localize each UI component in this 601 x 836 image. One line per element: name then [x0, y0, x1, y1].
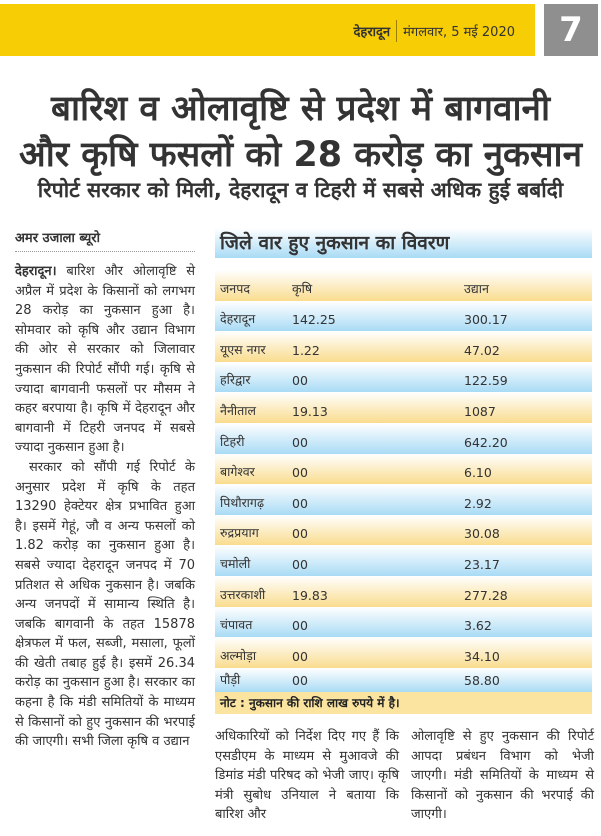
- table-row: [215, 576, 592, 607]
- horticulture-value: 300.17: [464, 312, 508, 328]
- table-row: [215, 484, 592, 515]
- horticulture-value: 34.10: [464, 648, 500, 664]
- column-header: उद्यान: [464, 280, 489, 296]
- article-column-3: [411, 727, 594, 825]
- district-cell: नैनीताल: [220, 402, 256, 418]
- agriculture-value: 00: [292, 648, 308, 664]
- byline: अमर उजाला ब्यूरो: [15, 231, 100, 246]
- district-cell: टिहरी: [220, 433, 245, 449]
- divider: [396, 20, 397, 42]
- district-cell: चमोली: [220, 555, 251, 571]
- district-cell: पौड़ी: [220, 671, 241, 687]
- agriculture-value: 142.25: [292, 312, 336, 328]
- table-row: [215, 545, 592, 576]
- headline-line-1: बारिश व ओलावृष्टि से प्रदेश में बागवानी: [50, 89, 551, 129]
- agriculture-value: 1.22: [292, 342, 320, 358]
- horticulture-value: 2.92: [464, 495, 492, 511]
- district-cell: बागेश्वर: [220, 464, 255, 480]
- horticulture-value: 642.20: [464, 434, 508, 450]
- header-city: देहरादून: [353, 25, 391, 40]
- horticulture-value: 122.59: [464, 373, 508, 389]
- table-row: [215, 607, 592, 638]
- agriculture-value: 00: [292, 373, 308, 389]
- article-paragraph: अधिकारियों को निर्देश दिए गए हैं कि एसडीएम के माध्यम से मुआवजे की डिमांड मंडी परिषद को भेजी जाए। कृषि मंत्री सुबोध उनियाल ने बताया कि बारिश और: [215, 729, 399, 823]
- column-header: कृषि: [292, 280, 313, 296]
- table-row: [215, 392, 592, 423]
- horticulture-value: 47.02: [464, 342, 500, 358]
- agriculture-value: 00: [292, 672, 308, 688]
- headline-line-2: और कृषि फसलों को 28 करोड़ का नुकसान: [18, 135, 583, 175]
- article-column-2: [215, 727, 399, 825]
- district-loss-table: [215, 228, 592, 714]
- district-cell: हरिद्वार: [220, 372, 251, 388]
- table-row: [215, 423, 592, 454]
- dateline: [354, 20, 515, 42]
- district-cell: उत्तरकाशी: [220, 586, 266, 602]
- horticulture-value: 6.10: [464, 465, 492, 481]
- horticulture-value: 277.28: [464, 587, 508, 603]
- agriculture-value: 19.83: [292, 587, 328, 603]
- horticulture-value: 30.08: [464, 526, 500, 542]
- page-header-bar: [0, 4, 535, 56]
- table-row: [215, 362, 592, 393]
- agriculture-value: 00: [292, 465, 308, 481]
- district-cell: रुद्रप्रयाग: [220, 525, 259, 541]
- header-date: मंगलवार, 5 मई 2020: [403, 25, 515, 40]
- column-header: जनपद: [220, 280, 250, 296]
- district-cell: चंपावत: [220, 617, 253, 633]
- district-cell: अल्मोड़ा: [220, 647, 257, 663]
- table-row: [215, 331, 592, 362]
- agriculture-value: 00: [292, 618, 308, 634]
- article-paragraph: बारिश और ओलावृष्टि से अप्रैल में प्रदेश के किसानों को लगभग 28 करोड़ का नुकसान हुआ है। सोमवार को कृषि और उद्यान विभाग की ओर से सरकार को जिलावार नुकसान की रिपोर्ट सौंपी गई। कृषि से ज्यादा बागवानी फसलों पर मौसम ने कहर बरपाया है। कृषि में देहरादून और बागवानी में टिहरी जनपद में सबसे ज्यादा नुकसान हुआ है।: [15, 264, 195, 456]
- table-row: [215, 515, 592, 546]
- horticulture-value: 3.62: [464, 618, 492, 634]
- agriculture-value: 00: [292, 434, 308, 450]
- article-paragraph: सरकार को सौंपी गई रिपोर्ट के अनुसार प्रदेश में कृषि के तहत 13290 हेक्टेयर क्षेत्र प्रभावित हुआ है। इसमें गेहूं, जौ व अन्य फसलों को 1.82 करोड़ का नुकसान हुआ है। सबसे ज्यादा देहरादून जनपद में 70 प्रतिशत से अधिक नुकसान है। जबकि अन्य जनपदों में सामान्य स्थिति है। जबकि बागवानी के तहत 15878 क्षेत्रफल में फल, सब्जी, मसाला, फूलों की खेती तबाह हुई है। इसमें 26.34 करोड़ का नुकसान हुआ है। सरकार का कहना है कि मंडी समितियों के माध्यम से किसानों को हुए नुकसान की भरपाई की जाएगी। सभी जिला कृषि व उद्यान: [15, 459, 195, 750]
- agriculture-value: 00: [292, 495, 308, 511]
- district-cell: देहरादून: [220, 311, 256, 327]
- table-row: [215, 454, 592, 485]
- divider: [15, 251, 195, 252]
- article-paragraph: ओलावृष्टि से हुए नुकसान की रिपोर्ट आपदा प्रबंधन विभाग को भेजी जाएगी। मंडी समितियों के माध्यम से किसानों को नुकसान की भरपाई की जाएगी।: [411, 729, 594, 823]
- table-row: [215, 637, 592, 668]
- table-row: [215, 301, 592, 332]
- horticulture-value: 23.17: [464, 556, 500, 572]
- subheadline: रिपोर्ट सरकार को मिली, देहरादून व टिहरी में सबसे अधिक हुई बर्बादी: [37, 178, 564, 202]
- table-header-row: [215, 270, 592, 301]
- agriculture-value: 00: [292, 526, 308, 542]
- article-column-1: [15, 262, 195, 752]
- agriculture-value: 00: [292, 556, 308, 572]
- table-title: जिले वार हुए नुकसान का विवरण: [215, 228, 592, 258]
- district-cell: यूएस नगर: [220, 341, 266, 357]
- horticulture-value: 58.80: [464, 672, 500, 688]
- agriculture-value: 19.13: [292, 403, 328, 419]
- horticulture-value: 1087: [464, 403, 496, 419]
- table-row: [215, 668, 592, 692]
- page-number: 7: [544, 4, 598, 56]
- table-note: नोट : नुकसान की राशि लाख रुपये में है।: [215, 692, 592, 714]
- district-cell: पिथौरागढ़: [220, 494, 264, 510]
- article-dateline: देहरादून।: [15, 264, 57, 279]
